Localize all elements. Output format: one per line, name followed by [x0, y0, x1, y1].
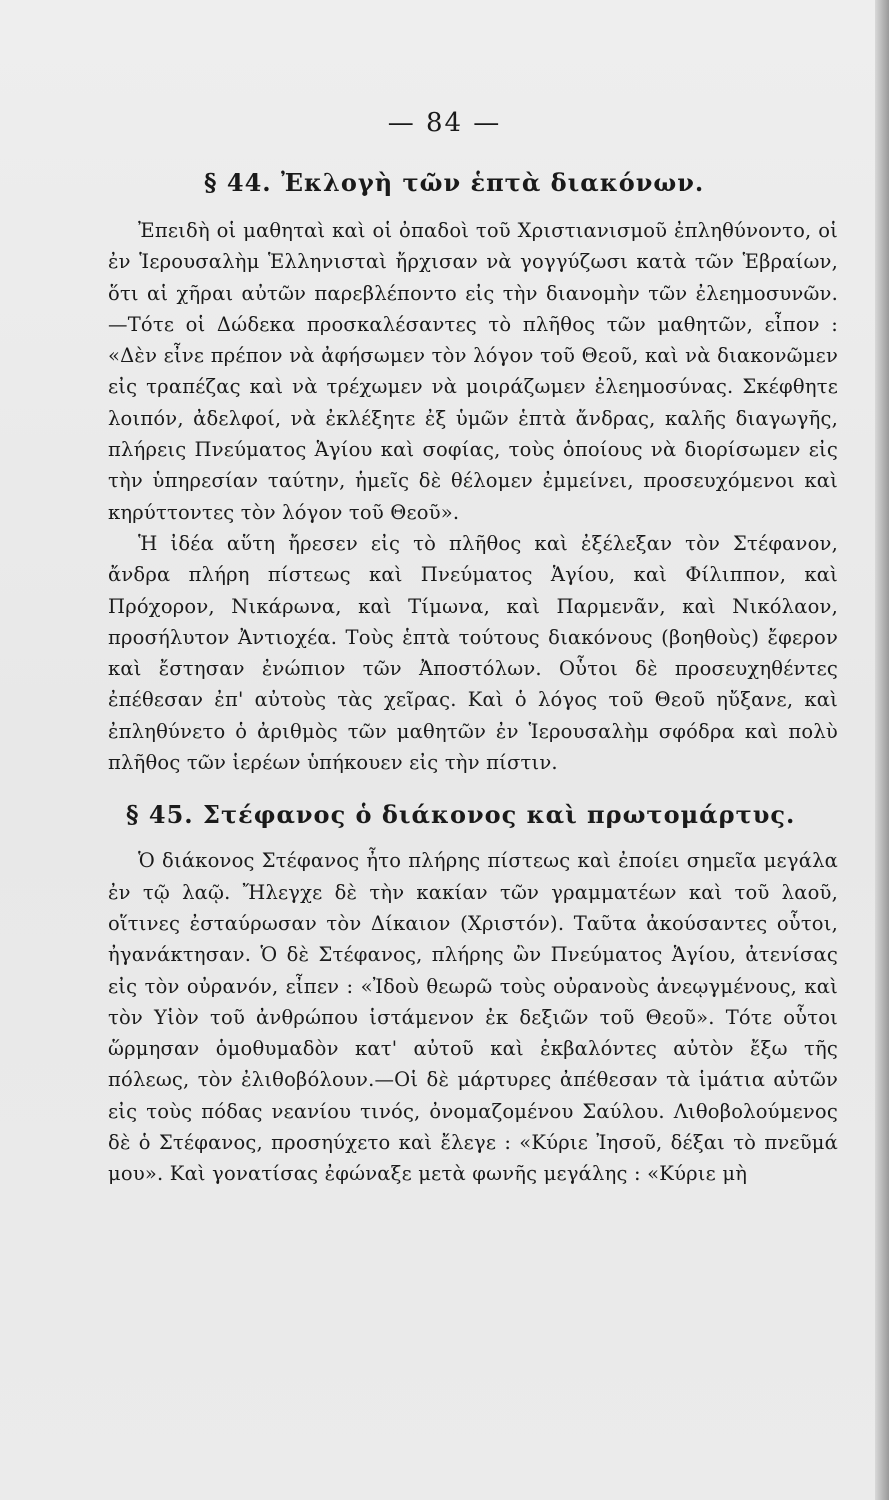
page-edge-shadow — [875, 0, 889, 1500]
section-44-paragraph-2: Ἡ ἰδέα αὕτη ἤρεσεν εἰς τὸ πλῆθος καὶ ἐξέλεξαν τὸν Στέφανον, ἄνδρα πλήρη πίστεως καὶ Πνεύματος Ἁγίου, καὶ Φίλιππον, καὶ Πρόχορον, Νικάρωνα, καὶ Τίμωνα, καὶ Παρμενᾶν, καὶ Νικόλαον, προσήλυτον Ἀντιοχέα. Τοὺς ἑπτὰ τούτους διακόνους (βοηθοὺς) ἔφερον καὶ ἔστησαν ἐνώπιον τῶν Ἀποστόλων. Οὗτοι δὲ προσευχηθέντες ἐπέθεσαν ἐπ' αὐτοὺς τὰς χεῖρας. Καὶ ὁ λόγος τοῦ Θεοῦ ηὔξανε, καὶ ἐπληθύνετο ὁ ἀριθμὸς τῶν μαθητῶν ἐν Ἱερουσαλὴμ σφόδρα καὶ πολὺ πλῆθος τῶν ἱερέων ὑπήκουεν εἰς τὴν πίστιν. — [108, 531, 838, 775]
section-45-paragraph-1: Ὁ διάκονος Στέφανος ἦτο πλήρης πίστεως καὶ ἐποίει σημεῖα μεγάλα ἐν τῷ λαῷ. Ἤλεγχε δὲ τὴν κακίαν τῶν γραμματέων καὶ τοῦ λαοῦ, οἵτινες ἐσταύρωσαν τὸν Δίκαιον (Χριστόν). Ταῦτα ἀκούσαντες οὗτοι, ἠγανάκτησαν. Ὁ δὲ Στέφανος, πλήρης ὢν Πνεύματος Ἁγίου, ἀτενίσας εἰς τὸν οὐρανόν, εἶπεν : «Ἰδοὺ θεωρῶ τοὺς οὐρανοὺς ἀνεῳγμένους, καὶ τὸν Υἱὸν τοῦ ἀνθρώπου ἱστάμενον ἐκ δεξιῶν τοῦ Θεοῦ». Τότε οὗτοι ὥρμησαν ὁμοθυμαδὸν κατ' αὐτοῦ καὶ ἐκβαλόντες αὐτὸν ἔξω τῆς πόλεως, τὸν ἐλιθοβόλουν.—Οἱ δὲ μάρτυρες ἀπέθεσαν τὰ ἱμάτια αὐτῶν εἰς τοὺς πόδας νεανίου τινός, ὀνομαζομένου Σαύλου. Λιθοβολούμενος δὲ ὁ Στέφανος, προσηύχετο καὶ ἔλεγε : «Κύριε Ἰησοῦ, δέξαι τὸ πνεῦμά μου». Καὶ γονατίσας ἐφώναξε μετὰ φωνῆς μεγάλης : «Κύριε μὴ — [108, 849, 838, 1186]
section-45-title: § 45. Στέφανος ὁ διάκονος καὶ πρωτομάρτυς. — [126, 800, 796, 830]
section-44-paragraph-1: Ἐπειδὴ οἱ μαθηταὶ καὶ οἱ ὀπαδοὶ τοῦ Χριστιανισμοῦ ἐπληθύνοντο, οἱ ἐν Ἱερουσαλὴμ Ἑλληνισταὶ ἤρχισαν νὰ γογγύζωσι κατὰ τῶν Ἑβραίων, ὅτι αἱ χῆραι αὐτῶν παρεβλέποντο εἰς τὴν διανομὴν τῶν ἐλεημοσυνῶν. —Τότε οἱ Δώδεκα προσκαλέσαντες τὸ πλῆθος τῶν μαθητῶν, εἶπον : «Δὲν εἶνε πρέπον νὰ ἀφήσωμεν τὸν λόγον τοῦ Θεοῦ, καὶ νὰ διακονῶμεν εἰς τραπέζας καὶ νὰ τρέχωμεν νὰ μοιράζωμεν ἐλεημοσύνας. Σκέφθητε λοιπόν, ἀδελφοί, νὰ ἐκλέξητε ἐξ ὑμῶν ἑπτὰ ἄνδρας, καλῆς διαγωγῆς, πλήρεις Πνεύματος Ἁγίου καὶ σοφίας, τοὺς ὁποίους νὰ διορίσωμεν εἰς τὴν ὑπηρεσίαν ταύτην, ἡμεῖς δὲ θέλομεν ἐμμείνει, προσευχόμενοι καὶ κηρύττοντες τὸν λόγον τοῦ Θεοῦ». — [108, 219, 838, 524]
page-number: — 84 — — [387, 108, 502, 138]
page-content — [108, 168, 838, 1190]
section-44-title: § 44. Ἐκλογὴ τῶν ἑπτὰ διακόνων. — [204, 168, 705, 197]
